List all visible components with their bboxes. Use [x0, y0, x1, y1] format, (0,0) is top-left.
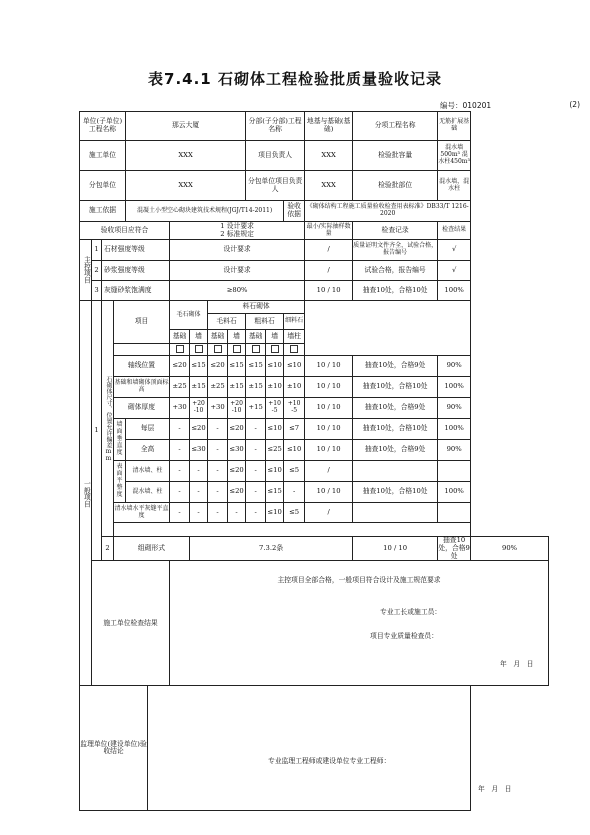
deviation-row [80, 356, 549, 377]
tolerance: ≤25 [266, 440, 284, 461]
tolerance: +30 [170, 398, 190, 419]
sub-pm-value: XXX [305, 171, 353, 201]
tolerance: ≤10 [266, 503, 284, 523]
row-no: 1 [92, 240, 102, 261]
tolerance: - [246, 503, 266, 523]
tolerance: ±15 [246, 377, 266, 398]
main-row [80, 261, 549, 281]
row-result: 90% [438, 356, 471, 377]
construction-date: 年 月 日 [500, 660, 534, 669]
subhead-foundation: 基础 [246, 330, 266, 344]
item-head: 项目 [114, 301, 170, 344]
deviation-row [80, 398, 549, 419]
contractor-value: XXX [126, 141, 246, 171]
deviation-row [80, 461, 549, 482]
row-sampling: / [305, 261, 353, 281]
deviation-row [80, 377, 549, 398]
cu-liao-head: 粗料石 [246, 314, 284, 330]
req2-text: 2 标准规定 [220, 229, 254, 238]
row-record: 抽查10处，合格10处 [353, 281, 438, 301]
page-title: 表7.4.1 石砌体工程检验批质量验收记录 [148, 70, 442, 88]
blank-row [114, 523, 471, 537]
row-group: 表面平整度 [114, 461, 126, 503]
row-result [438, 461, 471, 482]
row-sampling: 10 / 10 [305, 281, 353, 301]
subcontractor-label: 分包单位 [80, 171, 126, 201]
page-number: (2) [569, 100, 580, 109]
mao-liao-head: 毛料石 [208, 314, 246, 330]
checkbox[interactable] [284, 344, 305, 356]
row-result: 100% [438, 419, 471, 440]
row-sampling: 10 / 10 [305, 398, 353, 419]
checkbox[interactable] [266, 344, 284, 356]
location-value: 混水墙、混水柱 [438, 171, 471, 201]
row-sampling: 10 / 10 [305, 377, 353, 398]
xi-liao-head: 细料石 [284, 314, 305, 330]
row-record: 质量证明文件齐全，试验合格，报告编号 [353, 240, 438, 261]
row-sampling: 10 / 10 [305, 419, 353, 440]
tolerance: - [208, 482, 228, 503]
tolerance: - [190, 482, 208, 503]
row-sampling: 10 / 10 [305, 482, 353, 503]
tolerance: ≤30 [228, 440, 246, 461]
checkbox[interactable] [190, 344, 208, 356]
row-record: 抽查10处，合格9处 [353, 440, 438, 461]
subhead-wall: 墙 [266, 330, 284, 344]
tolerance: - [170, 440, 190, 461]
tolerance: ±25 [208, 377, 228, 398]
row-result: √ [438, 261, 471, 281]
tolerance: +20 -10 [228, 398, 246, 419]
tolerance: ≤5 [284, 503, 305, 523]
row-result: 100% [438, 377, 471, 398]
row-record [353, 503, 438, 523]
row-item: 基础和墙砌体顶面标高 [114, 377, 170, 398]
subhead-wall: 墙 [190, 330, 208, 344]
row-item: 混水墙、柱 [126, 482, 170, 503]
subcontractor-value: XXX [126, 171, 246, 201]
foreman-signature-label: 专业工长或施工员： [380, 608, 442, 617]
row-item: 轴线位置 [114, 356, 170, 377]
tolerance: - [208, 419, 228, 440]
record-code [440, 100, 580, 111]
main-row [80, 281, 549, 301]
pm-value: XXX [305, 141, 353, 171]
tolerance: ≤10 [284, 356, 305, 377]
tolerance: ≤20 [190, 419, 208, 440]
row-record [353, 461, 438, 482]
tolerance: ±15 [228, 377, 246, 398]
tolerance: +10 -5 [284, 398, 305, 419]
deviation-row [80, 440, 549, 461]
tolerance: - [170, 503, 190, 523]
supervisor-signature-label: 专业监理工程师或建设单位专业工程师： [268, 757, 391, 766]
tolerance: ≤10 [266, 461, 284, 482]
row-item: 组砌形式 [114, 537, 190, 561]
tolerance: - [170, 461, 190, 482]
tolerance: +20 -10 [190, 398, 208, 419]
row-result: 100% [438, 482, 471, 503]
tolerance: ≤20 [228, 461, 246, 482]
liao-stone-head: 料石砌体 [208, 301, 305, 314]
tolerance: ≤15 [190, 356, 208, 377]
row-item: 砂浆强度等级 [102, 261, 170, 281]
tolerance: ≤20 [170, 356, 190, 377]
row-item: 灰缝砂浆饱满度 [102, 281, 170, 301]
pm-label: 项目负责人 [246, 141, 305, 171]
tolerance: - [170, 482, 190, 503]
requirements-head [170, 222, 305, 240]
main-row [80, 240, 549, 261]
tolerance: ≤10 [284, 440, 305, 461]
row-item: 全高 [126, 440, 170, 461]
row-result: 90% [438, 440, 471, 461]
subhead-foundation: 基础 [170, 330, 190, 344]
deviation-row [80, 482, 549, 503]
subhead-wall-column: 墙柱 [284, 330, 305, 344]
row-result: √ [438, 240, 471, 261]
row-requirement: 7.3.2条 [190, 537, 353, 561]
row-record: 抽查10处，合格9处 [353, 356, 438, 377]
subhead-wall: 墙 [228, 330, 246, 344]
sub-value: 无筋扩展基础 [438, 112, 471, 141]
tolerance: ≤30 [190, 440, 208, 461]
tolerance: - [246, 440, 266, 461]
tolerance: - [208, 461, 228, 482]
row-requirement: ≥80% [170, 281, 305, 301]
tolerance: - [246, 419, 266, 440]
row-item: 石材强度等级 [102, 240, 170, 261]
row-no: 2 [102, 537, 114, 561]
row-result: 100% [438, 281, 471, 301]
tolerance: ≤15 [246, 356, 266, 377]
row-record: 抽查10处，合格10处 [353, 377, 438, 398]
deviation-row [80, 503, 549, 523]
main-control-label: 主控项目 [80, 240, 92, 301]
sub-pm-label: 分包单位项目负责人 [246, 171, 305, 201]
tolerance: ±10 [266, 377, 284, 398]
acc-basis-value: 《砌体结构工程施工质量验收检查用表标准》DB33/T 1216-2020 [305, 201, 471, 222]
row-record: 抽查10处，合格9处 [353, 398, 438, 419]
unit-label: 单位(子单位)工程名称 [80, 112, 126, 141]
tolerance: ≤15 [228, 356, 246, 377]
row-item: 砌体厚度 [114, 398, 170, 419]
supervision-section [80, 686, 549, 811]
record-head: 检查记录 [353, 222, 438, 240]
checkbox[interactable] [170, 344, 190, 356]
tolerance: +30 [208, 398, 228, 419]
code-label: 编号：010201 [440, 101, 492, 110]
tolerance: ≤20 [228, 482, 246, 503]
tolerance: - [170, 419, 190, 440]
row-record: 抽查10处，合格10处 [353, 482, 438, 503]
row-result: 90% [438, 398, 471, 419]
result-head: 检查结果 [438, 222, 471, 240]
supervision-date: 年 月 日 [478, 785, 512, 794]
construction-label: 施工单位检查结果 [92, 561, 170, 686]
row-no: 2 [92, 261, 102, 281]
blank-cell [114, 344, 170, 356]
tolerance: - [228, 503, 246, 523]
row-group: 墙面垂直度 [114, 419, 126, 461]
checkbox[interactable] [228, 344, 246, 356]
row-requirement: 设计要求 [170, 240, 305, 261]
row-item: 每层 [126, 419, 170, 440]
general-row-2 [80, 537, 549, 561]
tolerance: - [190, 461, 208, 482]
row-sampling: / [305, 240, 353, 261]
row-requirement: 设计要求 [170, 261, 305, 281]
supervision-label: 监理单位(建设单位)验收结论 [80, 686, 148, 811]
row-record: 试验合格，报告编号 [353, 261, 438, 281]
mao-stone-head: 毛石砌体 [170, 301, 208, 330]
capacity-value: 混水墙500m³ 混水柱450m³ [438, 141, 471, 171]
unit-value: 那云大厦 [126, 112, 246, 141]
blank-cell [305, 301, 471, 356]
general-items-label: 一般项目 [80, 301, 92, 686]
part-value: 地基与基础(基础) [305, 112, 353, 141]
construction-conclusion: 主控项目全部合格，一般项目符合设计及施工规范要求 [277, 576, 441, 585]
tolerance: +10 -5 [266, 398, 284, 419]
part-label: 分部(子分部)工程名称 [246, 112, 305, 141]
contractor-label: 施工单位 [80, 141, 126, 171]
subhead-foundation: 基础 [208, 330, 228, 344]
tolerance: ±25 [170, 377, 190, 398]
items-head: 验收项目应符合 [80, 222, 170, 240]
sub-label: 分项工程名称 [353, 112, 438, 141]
tolerance: - [208, 503, 228, 523]
tolerance: ≤10 [266, 419, 284, 440]
row-record: 抽查10处，合格10处 [353, 419, 438, 440]
row-sampling: / [305, 461, 353, 482]
tolerance: +15 [246, 398, 266, 419]
tolerance: ≤15 [266, 482, 284, 503]
tolerance: ≤5 [284, 461, 305, 482]
row-item: 清水墙水平灰缝平直度 [114, 503, 170, 523]
acc-basis-label: 验收依据 [284, 201, 305, 222]
tolerance: - [246, 461, 266, 482]
row-sampling: / [305, 503, 353, 523]
construction-section [80, 561, 549, 686]
tolerance: ±15 [190, 377, 208, 398]
basis-value: 混凝土小型空心砌块建筑技术规程(JGJ/T14-2011) [126, 201, 284, 222]
tolerance: ≤7 [284, 419, 305, 440]
basis-label: 施工依据 [80, 201, 126, 222]
inspector-signature-label: 项目专业质量检查员： [370, 632, 439, 641]
inspection-table [79, 111, 549, 811]
tolerance: ≤20 [228, 419, 246, 440]
tolerance: - [284, 482, 305, 503]
row-result: 90% [471, 537, 549, 561]
capacity-label: 检验批容量 [353, 141, 438, 171]
row-record: 抽查10处，合格9处 [438, 536, 470, 560]
sampling-head: 最小/实际抽样数量 [305, 222, 353, 240]
general-row-no: 1 [92, 301, 102, 561]
row-sampling: 10 / 10 [305, 440, 353, 461]
row-sampling: 10 / 10 [305, 356, 353, 377]
row-no: 3 [92, 281, 102, 301]
tolerance: ≤20 [208, 356, 228, 377]
tolerance: - [208, 440, 228, 461]
tolerance: - [190, 503, 208, 523]
checkbox[interactable] [246, 344, 266, 356]
location-label: 检验批部位 [353, 171, 438, 201]
row-result [438, 503, 471, 523]
checkbox[interactable] [208, 344, 228, 356]
deviation-side-label: 石砌体尺寸、位置允许偏差mm [102, 301, 114, 537]
deviation-row [80, 419, 549, 440]
req1-text: 1 设计要求 [220, 221, 254, 230]
tolerance: ±10 [284, 377, 305, 398]
tolerance: ≤10 [266, 356, 284, 377]
row-item: 清水墙、柱 [126, 461, 170, 482]
tolerance: - [246, 482, 266, 503]
row-sampling: 10 / 10 [353, 537, 438, 561]
